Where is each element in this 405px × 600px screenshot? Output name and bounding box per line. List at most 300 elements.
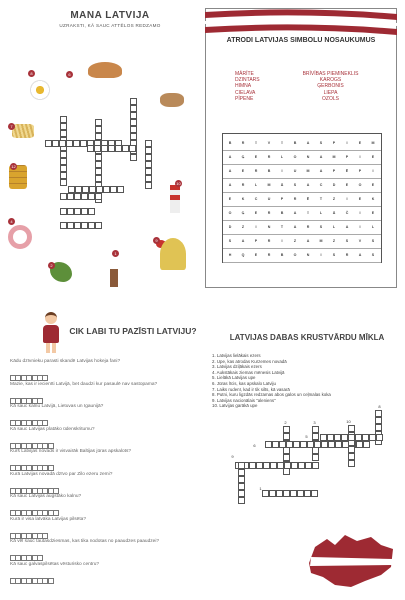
crossword-cell[interactable] [283, 490, 290, 497]
crossword-cell[interactable] [276, 490, 283, 497]
crossword-cell[interactable] [291, 462, 298, 469]
crossword-cell[interactable] [60, 158, 67, 165]
clue-number: 10 [176, 181, 181, 186]
crossword-cell[interactable] [108, 145, 115, 152]
word-search-letter[interactable]: N [306, 155, 310, 159]
crossword-clue: 4. Aukstākais ziemas mēnesis Latvijā [212, 369, 285, 375]
word-search-letter[interactable]: E [371, 155, 375, 159]
word-search-letter[interactable]: I [346, 141, 348, 145]
word-search-letter[interactable]: A [306, 141, 310, 145]
answer-boxes[interactable] [10, 526, 48, 532]
clue-number: 7 [8, 123, 15, 130]
word-search-letter[interactable]: A [319, 155, 323, 159]
crossword-cell[interactable] [334, 434, 341, 441]
crossword-cell[interactable] [238, 462, 245, 469]
word-search-letter[interactable]: Z [293, 239, 297, 243]
crossword-cell[interactable] [238, 476, 245, 483]
word-item: CIELAVA [235, 89, 256, 96]
crossword-cell[interactable] [312, 433, 319, 440]
word-search-letter[interactable]: N [306, 253, 310, 257]
answer-boxes[interactable] [10, 391, 42, 397]
word-search-letter[interactable]: A [293, 225, 297, 229]
crossword-cell[interactable] [74, 208, 81, 215]
word-search-letter[interactable]: L [254, 183, 258, 187]
crossword-cell[interactable] [355, 434, 362, 441]
word-list-left [235, 71, 295, 102]
crossword-cell[interactable] [60, 208, 67, 215]
crossword-cell[interactable] [67, 208, 74, 215]
answer-boxes[interactable] [10, 503, 59, 509]
crossword-cell[interactable] [298, 462, 305, 469]
answer-boxes[interactable] [10, 548, 42, 554]
crossword-cell[interactable] [67, 222, 74, 229]
word-search-letter[interactable]: U [293, 169, 297, 173]
word-search-letter[interactable]: P [332, 141, 336, 145]
word-search-letter[interactable]: P [345, 155, 349, 159]
crossword-cell[interactable] [311, 490, 318, 497]
word-search-letter[interactable]: E [228, 197, 232, 201]
crossword-cell[interactable] [95, 222, 102, 229]
word-search-row [223, 221, 381, 235]
crossword-cell[interactable] [80, 140, 87, 147]
word-search-letter[interactable]: R [254, 169, 258, 173]
crossword-cell[interactable] [145, 154, 152, 161]
crossword-cell[interactable] [122, 145, 129, 152]
word-item: MĀRĪTE [235, 71, 254, 77]
crossword-cell[interactable] [115, 145, 122, 152]
crossword-cell[interactable] [312, 447, 319, 454]
word-item: DZINTARS [235, 77, 260, 84]
word-search-letter[interactable]: E [254, 155, 258, 159]
word-search-letter[interactable]: A [319, 169, 323, 173]
word-search-letter[interactable]: L [332, 225, 336, 229]
sheet1-title: MANA LATVIJA [70, 10, 150, 21]
clue-number: 10 [346, 419, 351, 424]
word-search-letter[interactable]: V [358, 239, 362, 243]
word-search-letter[interactable]: R [267, 253, 271, 257]
word-search-letter[interactable]: Ē [345, 169, 349, 173]
word-search-letter[interactable]: P [332, 169, 336, 173]
quiz-question: Kurš Latvijas novads ir visvairāk Baltijas jūras apskalots? [10, 449, 132, 454]
crossword-cell[interactable] [312, 462, 319, 469]
word-search-row [223, 165, 381, 179]
clue-number: 9 [153, 237, 160, 244]
word-search-row [223, 179, 381, 193]
crossword-cell[interactable] [81, 222, 88, 229]
crossword-cell[interactable] [320, 434, 327, 441]
word-search-letter[interactable]: I [359, 211, 361, 215]
word-search-letter[interactable]: C [254, 197, 258, 201]
crossword-clue: 6. Jūras līcis, kas apskalo Latviju [212, 381, 276, 386]
word-search-letter[interactable]: A [293, 211, 297, 215]
word-search-letter[interactable]: A [228, 169, 232, 173]
word-search-row [223, 249, 381, 263]
word-search-letter[interactable]: C [319, 183, 323, 187]
crossword-cell[interactable] [335, 441, 342, 448]
clue-number: 2 [284, 420, 287, 425]
word-search-letter[interactable]: A [345, 225, 349, 229]
crossword-cell[interactable] [60, 222, 67, 229]
word-search-letter[interactable]: U [267, 197, 271, 201]
flag-ribbon [205, 8, 397, 38]
word-search-letter[interactable]: B [228, 141, 232, 145]
crossword-cell[interactable] [348, 453, 355, 460]
crossword-clue: 8. Putni, kuru ligzdās redzamas abos galos un ceļmalas koka [212, 392, 331, 398]
word-search-letter[interactable]: E [254, 253, 258, 257]
crossword-cell[interactable] [369, 434, 376, 441]
crossword-cell[interactable] [269, 490, 276, 497]
crossword-cell[interactable] [145, 182, 152, 189]
nature-crossword-title: LATVIJAS DABAS KRUSTVĀRDU MĪKLA [229, 333, 385, 342]
word-search-letter[interactable]: T [319, 197, 323, 201]
crossword-cell[interactable] [60, 123, 67, 130]
word-search-letter[interactable]: R [345, 253, 349, 257]
crossword-cell[interactable] [45, 140, 52, 147]
crossword-cell[interactable] [277, 462, 284, 469]
crossword-cell[interactable] [145, 168, 152, 175]
clue-number: 8 [378, 404, 381, 409]
crossword-cell[interactable] [59, 140, 66, 147]
quiz-title: CIK LABI TU PAZĪSTI LATVIJU? [69, 326, 197, 336]
crossword-cell[interactable] [74, 193, 81, 200]
word-search-letter[interactable]: Č [345, 211, 349, 215]
crossword-cell[interactable] [297, 490, 304, 497]
crossword-clue: 9. Latvijas nacionālais "aleniens" [212, 397, 276, 403]
word-search-letter[interactable]: S [228, 239, 232, 243]
word-search-letter[interactable]: M [319, 239, 323, 243]
word-search-letter[interactable]: R [306, 225, 310, 229]
word-search-letter[interactable]: D [228, 225, 232, 229]
word-search-letter[interactable]: I [346, 197, 348, 201]
quiz-question: Kurā Latvijas novadā dzīvo par Zilo ezeru zemi? [10, 471, 113, 477]
word-search-letter[interactable]: I [359, 225, 361, 229]
crossword-cell[interactable] [117, 186, 124, 193]
word-search-letter[interactable]: M [306, 169, 310, 173]
word-search-letter[interactable]: E [345, 183, 349, 187]
crossword-cell[interactable] [348, 446, 355, 453]
word-search-letter[interactable]: R [241, 141, 245, 145]
crossword-cell[interactable] [272, 441, 279, 448]
crossword-cell[interactable] [130, 126, 137, 133]
crossword-cell[interactable] [60, 172, 67, 179]
crossword-cell[interactable] [60, 179, 67, 186]
word-search-letter[interactable]: S [345, 239, 349, 243]
crossword-cell[interactable] [376, 434, 383, 441]
crossword-cell[interactable] [283, 447, 290, 454]
crossword-cell[interactable] [307, 441, 314, 448]
crossword-cell[interactable] [375, 410, 382, 417]
crossword-cell[interactable] [145, 140, 152, 147]
word-search-letter[interactable]: L [280, 155, 284, 159]
word-search-letter[interactable]: Q [241, 253, 245, 257]
crossword-cell[interactable] [249, 462, 256, 469]
crossword-cell[interactable] [101, 145, 108, 152]
crossword-cell[interactable] [95, 175, 102, 182]
word-search-letter[interactable]: L [319, 211, 323, 215]
crossword-cell[interactable] [362, 434, 369, 441]
crossword-cell[interactable] [305, 462, 312, 469]
word-search-letter[interactable]: B [280, 253, 284, 257]
crossword-cell[interactable] [341, 434, 348, 441]
word-search-letter[interactable]: M [267, 183, 271, 187]
crossword-cell[interactable] [81, 193, 88, 200]
answer-boxes[interactable] [10, 481, 59, 487]
bread-icon [88, 62, 122, 78]
word-search-letter[interactable]: B [293, 141, 297, 145]
word-item: OZOLS [322, 95, 339, 102]
word-search-letter[interactable]: E [371, 183, 375, 187]
crossword-cell[interactable] [238, 483, 245, 490]
word-search-letter[interactable]: Ģ [241, 155, 245, 159]
crossword-cell[interactable] [375, 417, 382, 424]
crossword-cell[interactable] [279, 441, 286, 448]
clue-number: 12 [11, 164, 16, 169]
crossword-cell[interactable] [327, 434, 334, 441]
crossword-cell[interactable] [94, 145, 101, 152]
word-search-letter[interactable]: A [228, 183, 232, 187]
crossword-cell[interactable] [88, 222, 95, 229]
crossword-cell[interactable] [95, 154, 102, 161]
crossword-cell[interactable] [130, 154, 137, 161]
crossword-cell[interactable] [293, 441, 300, 448]
word-search-letter[interactable]: R [293, 197, 297, 201]
word-search-row [223, 137, 381, 151]
crossword-cell[interactable] [286, 441, 293, 448]
crossword-cell[interactable] [110, 186, 117, 193]
crossword-cell[interactable] [60, 151, 67, 158]
word-search-letter[interactable]: R [241, 183, 245, 187]
crossword-cell[interactable] [348, 460, 355, 467]
crossword-cell[interactable] [270, 462, 277, 469]
crossword-cell[interactable] [95, 119, 102, 126]
crossword-cell[interactable] [321, 441, 328, 448]
crossword-cell[interactable] [68, 186, 75, 193]
word-search-letter[interactable]: R [267, 211, 271, 215]
word-search-letter[interactable]: O [293, 253, 297, 257]
word-search-letter[interactable]: Ī [255, 141, 257, 145]
word-item: KAROGS [319, 77, 342, 84]
clue-number: 9 [231, 454, 234, 459]
word-search-letter[interactable]: Ā [280, 183, 284, 187]
crossword-cell[interactable] [52, 140, 59, 147]
crossword-cell[interactable] [95, 168, 102, 175]
crossword-cell[interactable] [145, 161, 152, 168]
crossword-cell[interactable] [88, 193, 95, 200]
word-search-letter[interactable]: Ī [281, 141, 283, 145]
word-search-letter[interactable]: V [267, 141, 271, 145]
word-search-letter[interactable]: S [319, 225, 323, 229]
crossword-cell[interactable] [375, 424, 382, 431]
word-search-letter[interactable]: O [228, 211, 232, 215]
crossword-cell[interactable] [129, 145, 136, 152]
word-search-letter[interactable]: A [358, 253, 362, 257]
crossword-clue: 3. Latvijas dziļākais ezers [212, 364, 262, 370]
word-item: LIEPA [323, 89, 338, 96]
crossword-cell[interactable] [81, 208, 88, 215]
answer-boxes[interactable] [10, 413, 48, 419]
crossword-cell[interactable] [95, 126, 102, 133]
word-search-letter[interactable]: Ē [306, 197, 310, 201]
crossword-cell[interactable] [60, 130, 67, 137]
word-search-letter[interactable]: S [293, 183, 297, 187]
crossword-cell[interactable] [103, 186, 110, 193]
word-search-letter[interactable]: Ģ [241, 211, 245, 215]
crossword-cell[interactable] [262, 490, 269, 497]
word-item: PĪPENE [235, 95, 254, 102]
crossword-cell[interactable] [130, 98, 137, 105]
word-search-letter[interactable]: K [371, 197, 375, 201]
word-search-letter[interactable]: Z [332, 239, 336, 243]
crossword-cell[interactable] [314, 441, 321, 448]
crossword-cell[interactable] [283, 433, 290, 440]
word-search-letter[interactable]: O [358, 183, 362, 187]
crossword-cell[interactable] [300, 441, 307, 448]
daisy-icon [30, 80, 50, 100]
crossword-cell[interactable] [256, 462, 263, 469]
crossword-cell[interactable] [283, 426, 290, 433]
word-search-letter[interactable]: I [320, 253, 322, 257]
answer-boxes[interactable] [10, 368, 48, 374]
word-search-letter[interactable]: A [228, 155, 232, 159]
crossword-cell[interactable] [356, 441, 363, 448]
answer-boxes[interactable] [10, 458, 53, 464]
word-search-letter[interactable]: D [332, 183, 336, 187]
crossword-cell[interactable] [130, 112, 137, 119]
clue-number: 6 [66, 71, 73, 78]
word-search-letter[interactable]: I [372, 169, 374, 173]
word-search-letter[interactable]: T [280, 225, 284, 229]
word-search-letter[interactable]: E [241, 169, 245, 173]
crossword-cell[interactable] [238, 469, 245, 476]
crossword-cell[interactable] [145, 175, 152, 182]
word-search-letter[interactable]: S [332, 253, 336, 257]
word-search-letter[interactable]: I [281, 169, 283, 173]
word-search-letter[interactable]: Ī [307, 211, 309, 215]
answer-boxes[interactable] [10, 571, 53, 577]
word-search-grid [222, 133, 382, 263]
crossword-cell[interactable] [60, 116, 67, 123]
word-search-letter[interactable]: A [306, 239, 310, 243]
word-search-letter[interactable]: Z [332, 197, 336, 201]
crossword-cell[interactable] [348, 434, 355, 441]
crossword-cell[interactable] [312, 426, 319, 433]
crossword-cell[interactable] [82, 186, 89, 193]
word-item: BRĪVĪBAS PIEMINEKLIS [302, 71, 359, 77]
word-search-letter[interactable]: P [254, 239, 258, 243]
crossword-cell[interactable] [75, 186, 82, 193]
lighthouse-icon [170, 185, 180, 213]
word-search-letter[interactable]: E [371, 211, 375, 215]
word-search-row [223, 193, 381, 207]
crossword-cell[interactable] [304, 490, 311, 497]
word-search-letter[interactable]: E [254, 211, 258, 215]
crossword-cell[interactable] [312, 454, 319, 461]
crossword-cell[interactable] [87, 145, 94, 152]
word-search-letter[interactable]: I [359, 155, 361, 159]
word-search-letter[interactable]: E [358, 197, 362, 201]
crossword-cell[interactable] [60, 165, 67, 172]
word-search-letter[interactable]: Z [241, 225, 245, 229]
crossword-cell[interactable] [363, 441, 370, 448]
crossword-cell[interactable] [283, 468, 290, 475]
word-list-right [288, 71, 373, 102]
word-search-letter[interactable]: L [371, 225, 375, 229]
word-search-row [223, 151, 381, 165]
word-item: HIMNA [235, 83, 252, 90]
crossword-cell[interactable] [145, 147, 152, 154]
word-item: ĢERBONIS [317, 83, 344, 90]
word-search-letter[interactable]: S [371, 239, 375, 243]
flower-wreath-icon [8, 225, 32, 249]
crossword-cell[interactable] [74, 222, 81, 229]
word-search-letter[interactable]: N [267, 225, 271, 229]
windmill-icon [105, 255, 123, 287]
word-search-letter[interactable]: B [280, 211, 284, 215]
crossword-cell[interactable] [130, 105, 137, 112]
word-search-letter[interactable]: A [306, 183, 310, 187]
crossword-cell[interactable] [88, 208, 95, 215]
crossword-cell[interactable] [89, 186, 96, 193]
crossword-cell[interactable] [238, 490, 245, 497]
word-search-letter[interactable]: E [358, 141, 362, 145]
crossword-clue: 10. Latvijas garākā upe [212, 403, 258, 409]
crossword-cell[interactable] [60, 193, 67, 200]
answer-boxes[interactable] [10, 436, 53, 442]
word-search-letter[interactable]: Ā [332, 211, 336, 215]
word-search-letter[interactable]: K [241, 197, 245, 201]
crossword-clue: 5. Lielākā Latvijas upe [212, 375, 256, 381]
word-search-letter[interactable]: B [267, 169, 271, 173]
word-search-letter[interactable]: I [281, 239, 283, 243]
word-search-title: ATRODI LATVIJAS SIMBOLU NOSAUKUMUS [226, 37, 376, 44]
word-search-letter[interactable]: O [293, 155, 297, 159]
word-search-letter[interactable]: I [255, 225, 257, 229]
crossword-cell[interactable] [96, 186, 103, 193]
quiz-question: Kā sauc Latvijas platāko ūdenskritumu? [10, 426, 95, 432]
word-search-letter[interactable]: S [319, 141, 323, 145]
crossword-cell[interactable] [95, 193, 102, 200]
word-search-letter[interactable]: P [280, 197, 284, 201]
word-search-letter[interactable]: S [371, 253, 375, 257]
word-search-letter[interactable]: H [228, 253, 232, 257]
crossword-cell[interactable] [73, 140, 80, 147]
word-search-letter[interactable]: M [371, 141, 375, 145]
crossword-cell[interactable] [265, 441, 272, 448]
crossword-cell[interactable] [290, 490, 297, 497]
crossword-cell[interactable] [328, 441, 335, 448]
word-search-letter[interactable]: R [267, 155, 271, 159]
crossword-cell[interactable] [130, 133, 137, 140]
crossword-cell[interactable] [284, 462, 291, 469]
crossword-cell[interactable] [67, 193, 74, 200]
crossword-cell[interactable] [238, 497, 245, 504]
crossword-cell[interactable] [66, 140, 73, 147]
clue-number: 8 [28, 70, 35, 77]
crossword-cell[interactable] [95, 161, 102, 168]
clue-number: 5 [305, 434, 308, 439]
crossword-cell[interactable] [283, 454, 290, 461]
crossword-cell[interactable] [348, 425, 355, 432]
word-search-letter[interactable]: M [332, 155, 336, 159]
word-search-letter[interactable]: P [358, 169, 362, 173]
crossword-cell[interactable] [95, 133, 102, 140]
word-search-letter[interactable]: R [267, 239, 271, 243]
word-search-letter[interactable]: A [241, 239, 245, 243]
crossword-cell[interactable] [263, 462, 270, 469]
crossword-clue: 1. Latvijas lielākais ezers [212, 353, 261, 358]
quiz-question: Kurā ir visa latvāka Latvijas pilsēta? [10, 516, 86, 522]
crossword-cell[interactable] [130, 119, 137, 126]
